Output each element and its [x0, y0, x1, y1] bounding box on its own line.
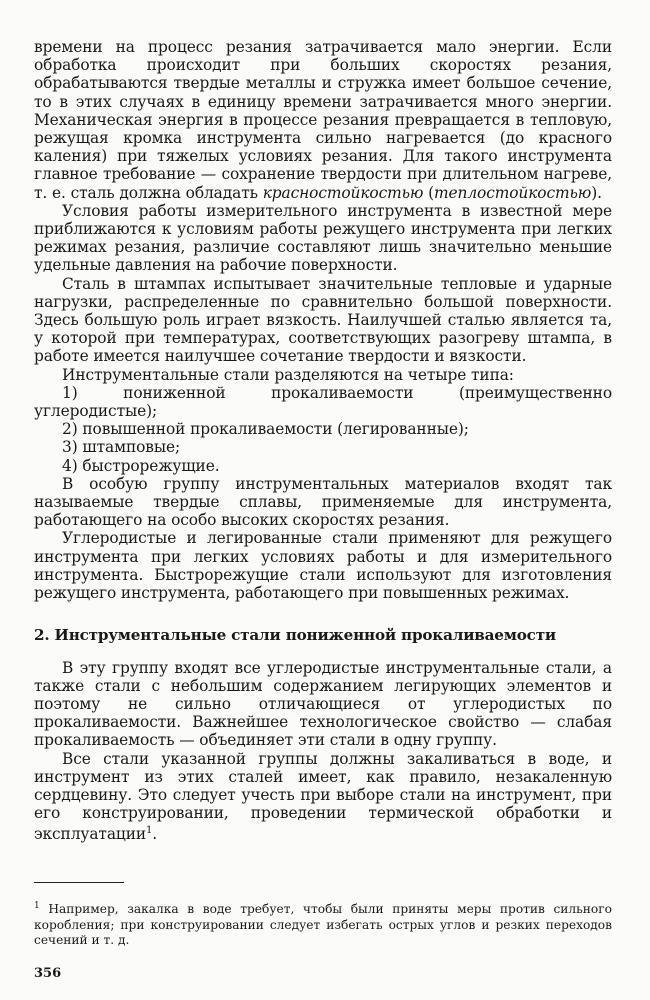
paragraph-1-end: ).: [591, 183, 602, 202]
paragraph-4: Инструментальные стали разделяются на четыре типа:: [62, 365, 514, 384]
list-item-3: 3) штамповые;: [62, 438, 181, 457]
footnote-reference[interactable]: 1: [146, 825, 153, 837]
footnote-divider: [34, 882, 124, 883]
footnote: [34, 902, 612, 949]
section-heading: 2. Инструментальные стали пониженной прокаливаемости: [34, 626, 556, 645]
list-item-2: 2) повышенной прокаливаемости (легированные);: [62, 420, 469, 439]
paragraph-8-end: .: [152, 825, 158, 844]
paragraph-3: Сталь в штампах испытывает значительные тепловые и ударные нагрузки, распределенные по сравнительно большой поверхности. Здесь большую роль играет вязкость. Наилучшей сталью является та, у которой при температурах, соответствующих разогреву штампа, в работе имеется наилучшее сочетание твердости и вязкости.: [34, 274, 612, 366]
footnote-text: Например, закалка в воде требует, чтобы были приняты меры против сильного коробления; при конструировании следует избегать острых углов и резких переходов сечений и т. д.: [34, 902, 612, 948]
main-text: [34, 38, 612, 844]
list-item-1: 1) пониженной прокаливаемости (преимущественно углеродистые);: [34, 383, 612, 421]
paragraph-1-text: времени на процесс резания затрачивается мало энергии. Если обработка происходит при больших скоростях резания, обрабатываются твердые металлы и стружка имеет большое сечение, то в этих случаях в единицу времени затрачивается много энергии. Механическая энергия в процессе резания превращается в тепловую, режущая кромка инструмента сильно нагревается (до красного каления) при тяжелых условиях резания. Для такого инструмента главное требование — сохранение твердости при длительном нагреве, т. е. сталь должна обладать: [34, 38, 612, 202]
paragraph-7: В эту группу входят все углеродистые инструментальные стали, а также стали с небольшим содержанием легирующих элементов и поэтому не сильно отличающиеся от углеродистых по прокаливаемости. Важнейшее технологическое свойство — слабая прокаливаемость — объединяет эти стали в одну группу.: [34, 658, 612, 750]
page-number: 356: [34, 966, 62, 981]
term-krasnostoikost: красностойкостью: [262, 183, 424, 202]
paragraph-1-mid: (: [423, 183, 435, 202]
paragraph-8: [34, 750, 612, 844]
paragraph-8-text: Все стали указанной группы должны закаливаться в воде, и инструмент из этих сталей имеет, как правило, незакаленную сердцевину. Это следует учесть при выборе стали на инструмент, при его конструировании, проведении термической обработки и эксплуатации: [34, 749, 612, 844]
paragraph-6: Углеродистые и легированные стали применяют для режущего инструмента при легких условиях работы и для измерительного инструмента. Быстрорежущие стали используют для изготовления режущего инструмента, работающего при повышенных режимах.: [34, 529, 612, 603]
paragraph-2: Условия работы измерительного инструмента в известной мере приближаются к условиям работы режущего инструмента при легких режимах резания, различие составляют лишь значительно меньшие удельные давления на рабочие поверхности.: [34, 201, 612, 275]
footnote-mark: 1: [34, 900, 40, 911]
paragraph-5: В особую группу инструментальных материалов входят так называемые твердые сплавы, применяемые для инструмента, работающего на особо высоких скоростях резания.: [34, 474, 612, 530]
paragraph-1: [34, 38, 612, 202]
list-item-4: 4) быстрорежущие.: [62, 456, 220, 475]
term-teplostoikost: теплостойкостью: [434, 183, 592, 202]
